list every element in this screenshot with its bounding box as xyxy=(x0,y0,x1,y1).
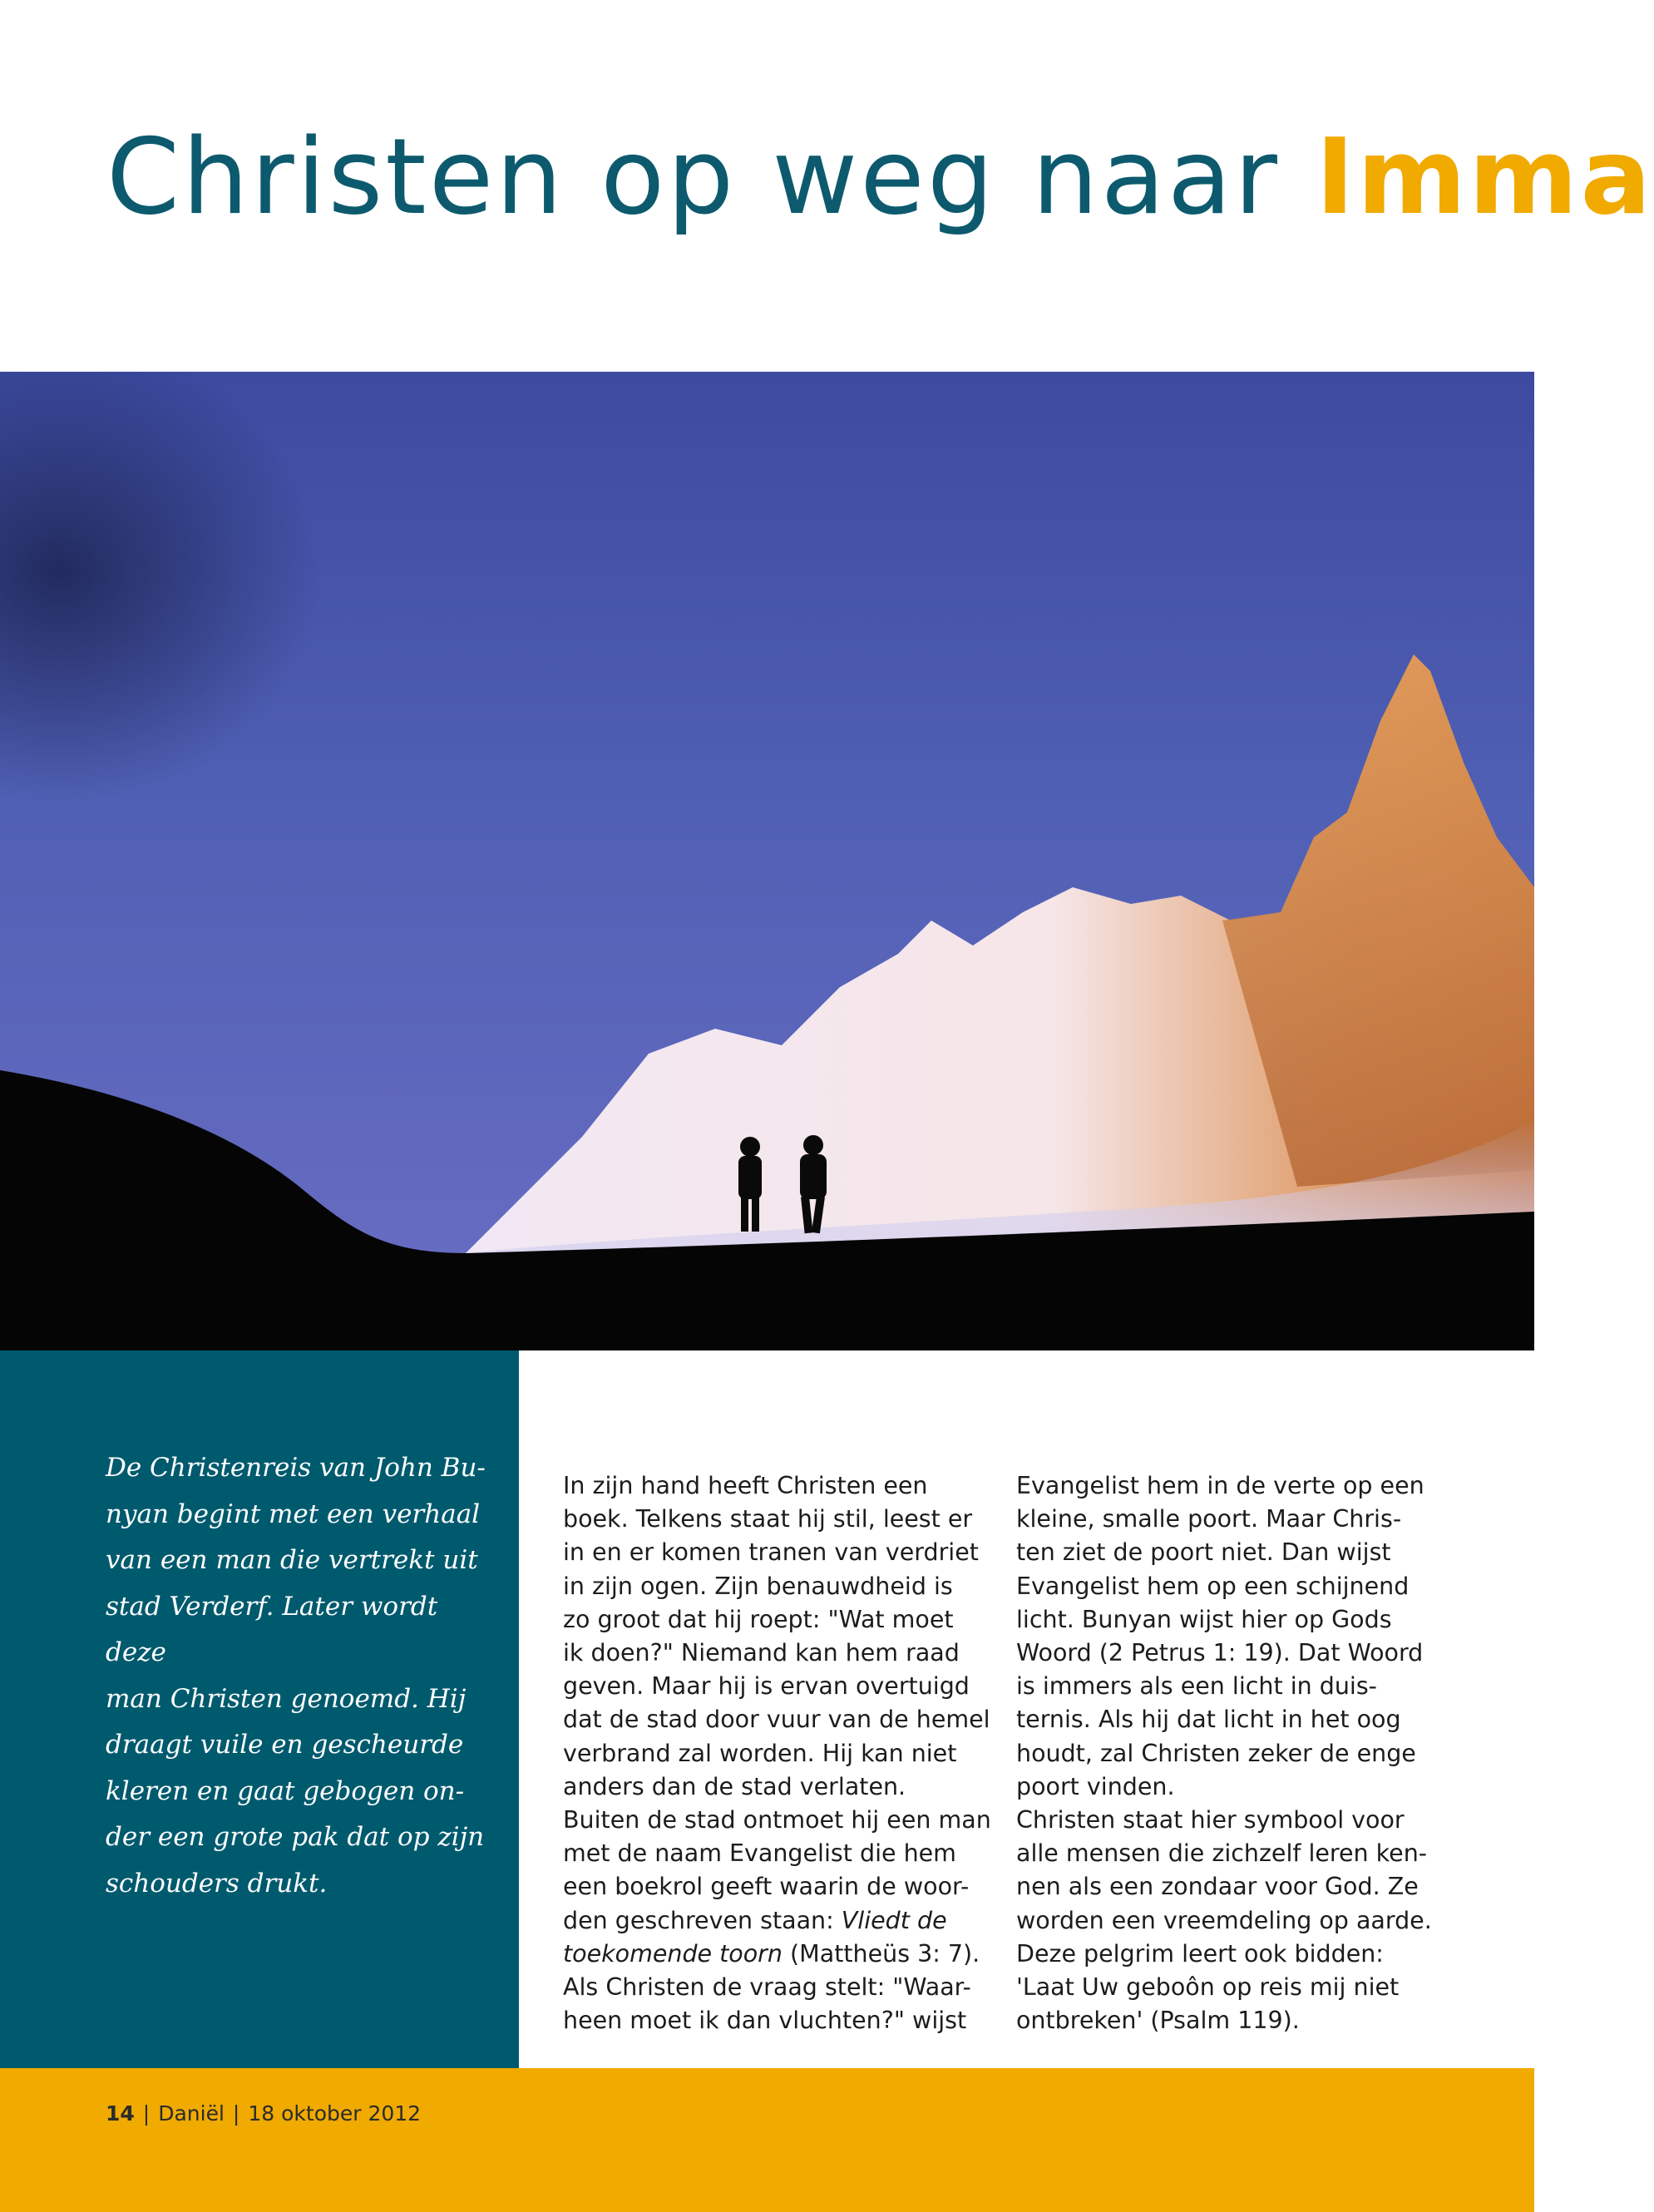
article-column-2 xyxy=(1016,1469,1432,2037)
text-line-mixed xyxy=(563,1938,979,1971)
text-line: boek. Telkens staat hij stil, leest er xyxy=(563,1505,973,1533)
text-line: In zijn hand heeft Christen een xyxy=(563,1472,928,1499)
text-line: 'Laat Uw geboôn op reis mij niet xyxy=(1016,1973,1400,2002)
intro-line: van een man die vertrekt uit xyxy=(106,1545,478,1575)
text-line: houdt, zal Christen zeker de enge xyxy=(1016,1739,1416,1767)
text-line: worden een vreemdeling op aarde. xyxy=(1016,1906,1432,1934)
text-line: kleine, smalle poort. Maar Chris- xyxy=(1016,1505,1402,1533)
intro-line: draagt vuile en gescheurde xyxy=(106,1730,464,1760)
mountain-photo-icon xyxy=(0,372,1534,1350)
text-line: Evangelist hem in de verte op een xyxy=(1016,1472,1424,1499)
text-line: dat de stad door vuur van de hemel xyxy=(563,1706,990,1734)
text-line: ten ziet de poort niet. Dan wijst xyxy=(1016,1538,1391,1567)
text-line: ik doen?" Niemand kan hem raad xyxy=(563,1639,960,1667)
article-column-1 xyxy=(563,1469,991,2037)
text-line: Als Christen de vraag stelt: "Waar- xyxy=(563,1973,971,2002)
footer-band xyxy=(0,2068,1534,2212)
text-line: Evangelist hem op een schijnend xyxy=(1016,1572,1410,1600)
text-line: Deze pelgrim leert ook bidden: xyxy=(1016,1939,1384,1968)
intro-line: schouders drukt. xyxy=(106,1868,328,1898)
text-line: in zijn ogen. Zijn benauwdheid is xyxy=(563,1572,953,1600)
text-line: poort vinden. xyxy=(1016,1772,1175,1800)
text-line: licht. Bunyan wijst hier op Gods xyxy=(1016,1605,1392,1633)
footer-separator: | xyxy=(232,2101,240,2126)
text-line: alle mensen die zichzelf leren ken- xyxy=(1016,1839,1428,1868)
issue-date: 18 oktober 2012 xyxy=(248,2101,422,2126)
text-line: met de naam Evangelist die hem xyxy=(563,1839,956,1868)
footer-separator: | xyxy=(142,2101,151,2126)
text-line: Christen staat hier symbool voor xyxy=(1016,1806,1405,1834)
title-main: Christen op weg naar xyxy=(106,116,1280,238)
text-line-mixed xyxy=(563,1904,979,1938)
intro-line: nyan begint met een verhaal xyxy=(106,1499,481,1529)
text-line: ternis. Als hij dat licht in het oog xyxy=(1016,1706,1401,1734)
intro-line: kleren en gaat gebogen on- xyxy=(106,1775,465,1806)
intro-line: stad Verderf. Later wordt deze xyxy=(106,1591,438,1667)
text-line: nen als een zondaar voor God. Ze xyxy=(1016,1873,1419,1901)
intro-line: man Christen genoemd. Hij xyxy=(106,1683,467,1714)
text-line: Woord (2 Petrus 1: 19). Dat Woord xyxy=(1016,1639,1424,1667)
title-accent: Imma xyxy=(1316,116,1654,238)
publication-name: Daniël xyxy=(158,2101,225,2126)
intro-line: De Christenreis van John Bu- xyxy=(106,1453,486,1483)
text-line: geven. Maar hij is ervan overtuigd xyxy=(563,1672,970,1701)
page-title xyxy=(106,116,1654,238)
intro-line: der een grote pak dat op zijn xyxy=(106,1822,485,1852)
bible-quote-italic: toekomende toorn xyxy=(563,1939,783,1968)
text-line: heen moet ik dan vluchten?" wijst xyxy=(563,2007,967,2035)
text-line: een boekrol geeft waarin de woor- xyxy=(563,1873,970,1901)
text-line: anders dan de stad verlaten. xyxy=(563,1772,906,1800)
text-segment: den geschreven staan: xyxy=(563,1906,834,1934)
text-line: verbrand zal worden. Hij kan niet xyxy=(563,1739,957,1767)
bible-reference: (Mattheüs 3: 7). xyxy=(782,1939,980,1968)
text-line: is immers als een licht in duis- xyxy=(1016,1672,1377,1701)
intro-text xyxy=(106,1445,496,1907)
bible-quote-italic: Vliedt de xyxy=(841,1906,947,1934)
text-line: in en er komen tranen van verdriet xyxy=(563,1538,979,1567)
text-line: zo groot dat hij roept: "Wat moet xyxy=(563,1605,954,1633)
page-number: 14 xyxy=(106,2101,135,2126)
text-line: Buiten de stad ontmoet hij een man xyxy=(563,1806,991,1834)
text-line: ontbreken' (Psalm 119). xyxy=(1016,2007,1300,2035)
page-footer xyxy=(106,2101,421,2126)
